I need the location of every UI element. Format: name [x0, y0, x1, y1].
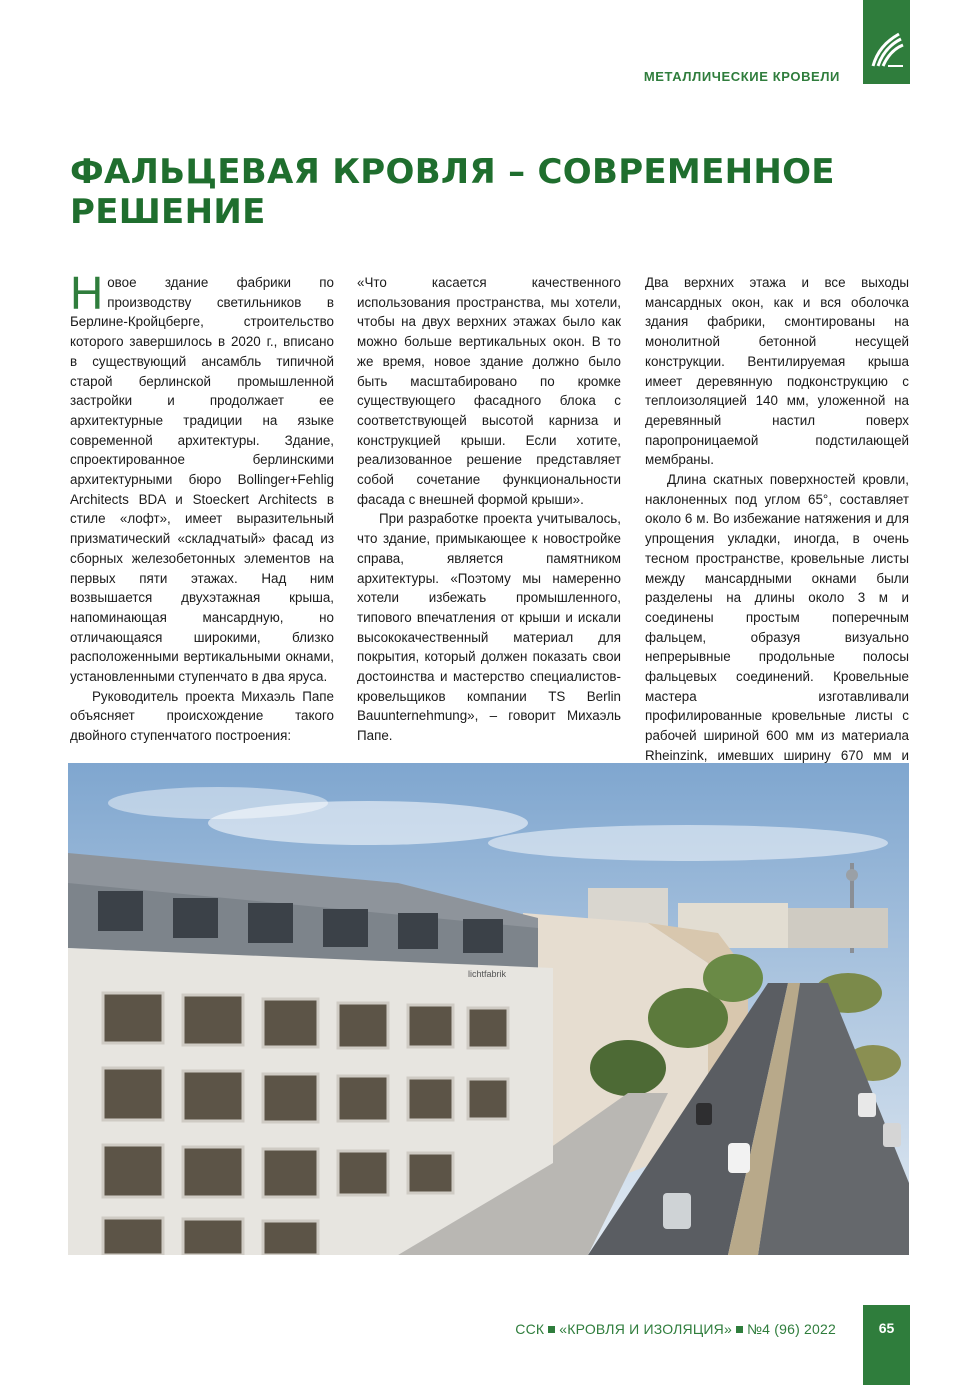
paragraph: Два верхних этажа и все выходы мансардных окон, как и вся оболочка здания фабрики, смонтированы на монолитной бетонной несущей конструкции. Вентилируемая крыша имеет деревянную подконструкцию с теплоизоляцией 140 мм, уложенной на деревянный настил поверх паропроницаемой подстилающей мембраны.	[645, 275, 909, 468]
square-bullet-icon	[548, 1326, 555, 1333]
paragraph: Длина скатных поверхностей кровли, наклоненных под углом 65°, составляет около 6 м. Во избежание натяжения и для упрощения укладки, иногда, в очень тесном пространстве, кровельные листы между мансардными окнами были разделены на длины около 3 м и соединены простым поперечным фальцем, образуя визуально непрерывные продольные полосы фальцевых соединений. Кровельные мастера изготавливали профилированные кровельные листы с рабочей шириной 600 мм из материала Rheinzink, имевших ширину 670 мм и	[645, 472, 909, 763]
building-photo	[68, 763, 909, 1255]
paragraph: Руководитель проекта Михаэль Папе объясняет происхождение такого двойного ступенчатого построения:	[70, 688, 334, 744]
leaf-stripes-logo-icon	[869, 30, 905, 70]
page-number: 65	[878, 1320, 895, 1336]
drop-cap: Н	[70, 267, 104, 319]
paragraph: Новое здание фабрики по производству светильников в Берлине-Кройцберге, строительство которого завершилось в 2020 г., вписано в существующий ансамбль типичной старой берлинской промышленной застройки и продолжает ее архитектурные традиции на языке современной архитектуры. Здание, спроектированное берлинскими архитектурными бюро Bollinger+Fehlig Architects BDA и Stoeckert Architects в стиле «лофт», имеет выразительный призматический «складчатый» фасад из сборных железобетонных элементов на первых пяти этажах. Над ним возвышается двухэтажная крыша, напоминающая мансардную, но отличающаяся широкими, близко расположенными вертикальными окнами, установленными ступенчато в два яруса.	[70, 267, 334, 685]
article-title: ФАЛЬЦЕВАЯ КРОВЛЯ – СОВРЕМЕННОЕ РЕШЕНИЕ	[70, 152, 835, 232]
paragraph: При разработке проекта учитывалось, что здание, примыкающее к новостройке справа, является памятником архитектуры. «Поэтому мы намеренно хотели избежать промышленного, типового впечатления от крыши и искали высококачественный материал для покрытия, который должен показать свои достоинства и мастерство специалистов- кровельщиков компании TS Berlin Bauunternehmung», – говорит Михаэль Папе.	[357, 511, 621, 744]
facade-sign: lichtfabrik	[468, 969, 507, 979]
text-column-3	[645, 273, 909, 785]
header-tab	[863, 0, 910, 84]
square-bullet-icon	[736, 1326, 743, 1333]
text-column-1	[70, 267, 334, 746]
section-label: МЕТАЛЛИЧЕСКИЕ КРОВЕЛИ	[643, 69, 840, 84]
footer-tab	[863, 1305, 910, 1385]
text-column-2	[357, 273, 621, 746]
footer-journal-info: ССК «КРОВЛЯ И ИЗОЛЯЦИЯ» №4 (96) 2022	[515, 1321, 836, 1337]
paragraph: «Что касается качественного использования пространства, мы хотели, чтобы на двух верхних этажах было как можно больше вертикальных окон. В то же время, новое здание должно было быть масштабировано по кромке существующего фасадного блока с соответствующей высотой карниза и конструкцией крыши. Если хотите, реализованное решение представляет собой сочетание функциональности фасада с внешней формой крыши».	[357, 275, 621, 507]
